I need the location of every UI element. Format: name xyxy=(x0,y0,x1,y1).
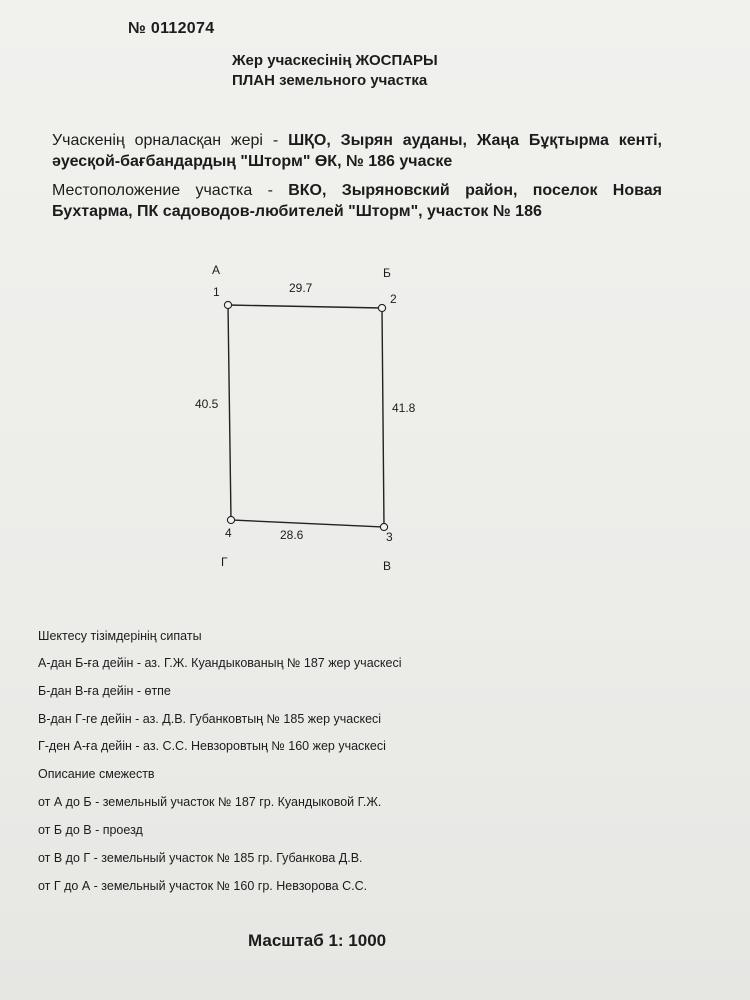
corner-letter-v: В xyxy=(383,559,392,573)
adjacency-item-kazakh: А-дан Б-ға дейін - аз. Г.Ж. Куандыкованың № 187 жер учаскесі xyxy=(38,656,402,670)
side-length-top: 29.7 xyxy=(289,281,313,295)
corner-letter-b: Б xyxy=(383,266,391,280)
corner-point-2 xyxy=(378,304,385,311)
adjacency-item-russian: от В до Г - земельный участок № 185 гр. Губанкова Д.В. xyxy=(38,851,363,865)
side-length-right: 41.8 xyxy=(392,401,416,415)
corner-number-2: 2 xyxy=(390,292,397,306)
corner-number-1: 1 xyxy=(213,285,220,299)
title-kazakh: Жер учаскесінің ЖОСПАРЫ xyxy=(232,52,438,69)
location-kazakh-value: ШҚО, Зырян ауданы, Жаңа Бұқтырма кенті, әуесқой-бағбандардың "Шторм" ӨК, № 186 учаске xyxy=(52,132,663,170)
corner-letter-a: А xyxy=(212,263,221,277)
map-scale: Масштаб 1: 1000 xyxy=(248,931,387,950)
adjacency-item-kazakh: Г-ден А-ға дейін - аз. С.С. Невзоровтың № 160 жер учаскесі xyxy=(38,739,386,753)
adjacency-item-russian: от Г до А - земельный участок № 160 гр. Невзорова С.С. xyxy=(38,879,368,893)
corner-point-1 xyxy=(224,301,231,308)
corner-number-3: 3 xyxy=(386,530,393,544)
title-russian: ПЛАН земельного участка xyxy=(232,72,428,89)
adjacency-heading-russian: Описание смежеств xyxy=(38,767,155,781)
corner-letter-g: Г xyxy=(221,555,228,569)
corner-point-4 xyxy=(227,516,234,523)
plot-boundary xyxy=(228,305,384,527)
side-length-bottom: 28.6 xyxy=(280,528,304,542)
document-number: № 0112074 xyxy=(128,20,215,37)
adjacency-item-kazakh: Б-дан В-ға дейін - өтпе xyxy=(38,684,171,698)
location-russian-label: Местоположение участка - xyxy=(52,182,289,199)
adjacency-item-russian: от А до Б - земельный участок № 187 гр. Куандыковой Г.Ж. xyxy=(38,795,382,809)
adjacency-item-kazakh: В-дан Г-ге дейін - аз. Д.В. Губанковтың № 185 жер учаскесі xyxy=(38,712,382,726)
adjacency-heading-kazakh: Шектесу тізімдерінің сипаты xyxy=(38,629,202,643)
location-kazakh-label: Учаскенің орналасқан жері - xyxy=(52,132,289,149)
side-length-left: 40.5 xyxy=(195,397,219,411)
adjacency-item-russian: от Б до В - проезд xyxy=(38,823,143,837)
location-russian-value: ВКО, Зыряновский район, поселок Новая Бухтарма, ПК садоводов-любителей "Шторм", участок № 186 xyxy=(52,182,662,220)
corner-number-4: 4 xyxy=(225,526,232,540)
